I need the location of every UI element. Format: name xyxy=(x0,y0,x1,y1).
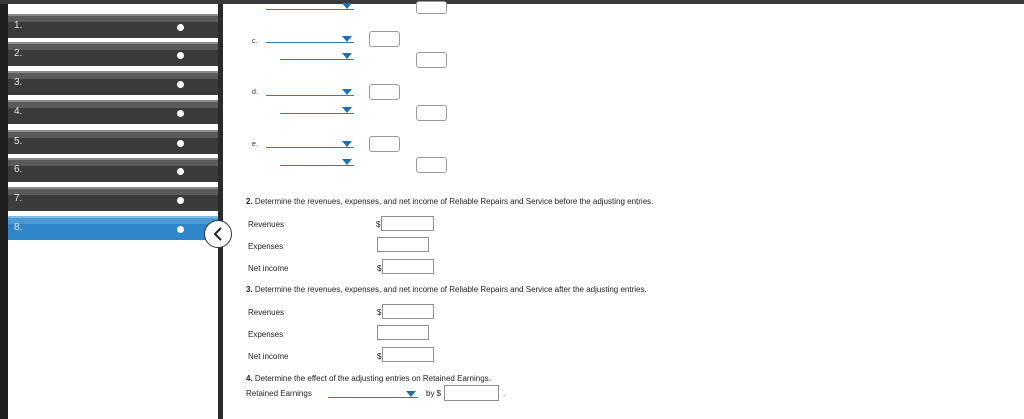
currency-symbol: $ xyxy=(376,220,381,229)
retained-earnings-amount-input[interactable] xyxy=(444,385,499,401)
status-dot-icon xyxy=(177,24,184,31)
question-text: Determine the effect of the adjusting entries on Retained Earnings. xyxy=(254,374,491,383)
chevron-down-icon xyxy=(406,391,416,397)
question-text: Determine the revenues, expenses, and net income of Reliable Repairs and Service before the adjusting entries. xyxy=(254,197,654,206)
sidebar-item-3[interactable] xyxy=(8,71,218,95)
sidebar-item-label: 3. xyxy=(14,77,23,88)
sidebar-item-1[interactable] xyxy=(8,14,218,38)
chevron-down-icon xyxy=(342,36,352,42)
item-highlight xyxy=(8,218,218,224)
chevron-down-icon xyxy=(342,89,352,95)
sidebar-item-label: 5. xyxy=(14,136,23,147)
sidebar-item-6[interactable] xyxy=(8,158,218,182)
credit-amount-input[interactable] xyxy=(416,157,447,173)
question-content xyxy=(223,4,1024,419)
amount-input[interactable] xyxy=(416,1,447,14)
item-highlight xyxy=(8,132,218,138)
question-2-prompt xyxy=(246,197,653,206)
status-dot-icon xyxy=(177,197,184,204)
row-letter: d. xyxy=(252,89,258,96)
chevron-down-icon xyxy=(342,53,352,59)
revenues-after-input[interactable] xyxy=(382,304,434,319)
chevron-down-icon xyxy=(342,141,352,147)
net-income-before-input[interactable] xyxy=(382,259,434,274)
credit-account-select[interactable] xyxy=(280,51,354,60)
sidebar-edge xyxy=(0,4,8,419)
row-letter: c. xyxy=(252,38,258,45)
net-income-label: Net income xyxy=(248,264,289,273)
revenues-label: Revenues xyxy=(248,308,285,317)
credit-amount-input[interactable] xyxy=(416,105,447,121)
debit-account-select[interactable] xyxy=(266,34,354,43)
sidebar-item-label: 7. xyxy=(14,193,23,204)
question-4-prompt xyxy=(246,374,491,383)
debit-amount-input[interactable] xyxy=(369,31,400,47)
item-highlight xyxy=(8,44,218,50)
expenses-label: Expenses xyxy=(248,242,284,251)
revenues-before-input[interactable] xyxy=(381,216,434,231)
item-highlight xyxy=(8,102,218,108)
currency-symbol: $ xyxy=(377,264,382,273)
status-dot-icon xyxy=(177,140,184,147)
credit-account-select[interactable] xyxy=(280,157,354,166)
debit-amount-input[interactable] xyxy=(369,136,400,152)
status-dot-icon xyxy=(177,110,184,117)
net-income-after-input[interactable] xyxy=(382,347,434,362)
sidebar-item-label: 4. xyxy=(14,106,23,117)
revenues-label: Revenues xyxy=(248,220,285,229)
sidebar-item-label: 1. xyxy=(14,20,23,31)
status-dot-icon xyxy=(177,52,184,59)
status-dot-icon xyxy=(177,168,184,175)
currency-symbol: $ xyxy=(377,352,382,361)
currency-symbol: $ xyxy=(377,308,382,317)
question-number: 4. xyxy=(246,374,253,383)
sidebar-item-7[interactable] xyxy=(8,187,218,211)
sidebar-item-2[interactable] xyxy=(8,42,218,66)
sidebar-item-4[interactable] xyxy=(8,100,218,124)
item-highlight xyxy=(8,16,218,22)
sentence-period: . xyxy=(503,389,506,398)
question-sidebar xyxy=(0,4,218,419)
credit-amount-input[interactable] xyxy=(416,52,447,68)
retained-earnings-label: Retained Earnings xyxy=(246,389,312,398)
item-highlight xyxy=(8,73,218,79)
net-income-label: Net income xyxy=(248,352,289,361)
question-text: Determine the revenues, expenses, and net income of Reliable Repairs and Service after the adjusting entries. xyxy=(254,285,647,294)
sidebar-item-8[interactable] xyxy=(8,216,218,240)
chevron-down-icon xyxy=(342,159,352,165)
question-number: 2. xyxy=(246,197,253,206)
question-number: 3. xyxy=(246,285,253,294)
by-label: by $ xyxy=(426,389,442,398)
credit-account-select[interactable] xyxy=(280,105,354,114)
sidebar-item-label: 8. xyxy=(14,222,23,233)
effect-direction-select[interactable] xyxy=(328,389,418,398)
row-letter: e. xyxy=(252,141,258,148)
item-highlight xyxy=(8,160,218,166)
debit-amount-input[interactable] xyxy=(369,84,400,100)
chevron-down-icon xyxy=(342,3,352,9)
debit-account-select[interactable] xyxy=(266,139,354,148)
expenses-before-input[interactable] xyxy=(377,237,429,252)
status-dot-icon xyxy=(177,81,184,88)
status-dot-icon xyxy=(177,226,184,233)
expenses-after-input[interactable] xyxy=(377,325,429,340)
item-highlight xyxy=(8,189,218,195)
chevron-down-icon xyxy=(342,107,352,113)
sidebar-item-5[interactable] xyxy=(8,130,218,154)
account-select[interactable] xyxy=(266,1,354,10)
debit-account-select[interactable] xyxy=(266,87,354,96)
sidebar-item-label: 2. xyxy=(14,48,23,59)
question-3-prompt xyxy=(246,285,647,294)
sidebar-item-label: 6. xyxy=(14,164,23,175)
expenses-label: Expenses xyxy=(248,330,284,339)
